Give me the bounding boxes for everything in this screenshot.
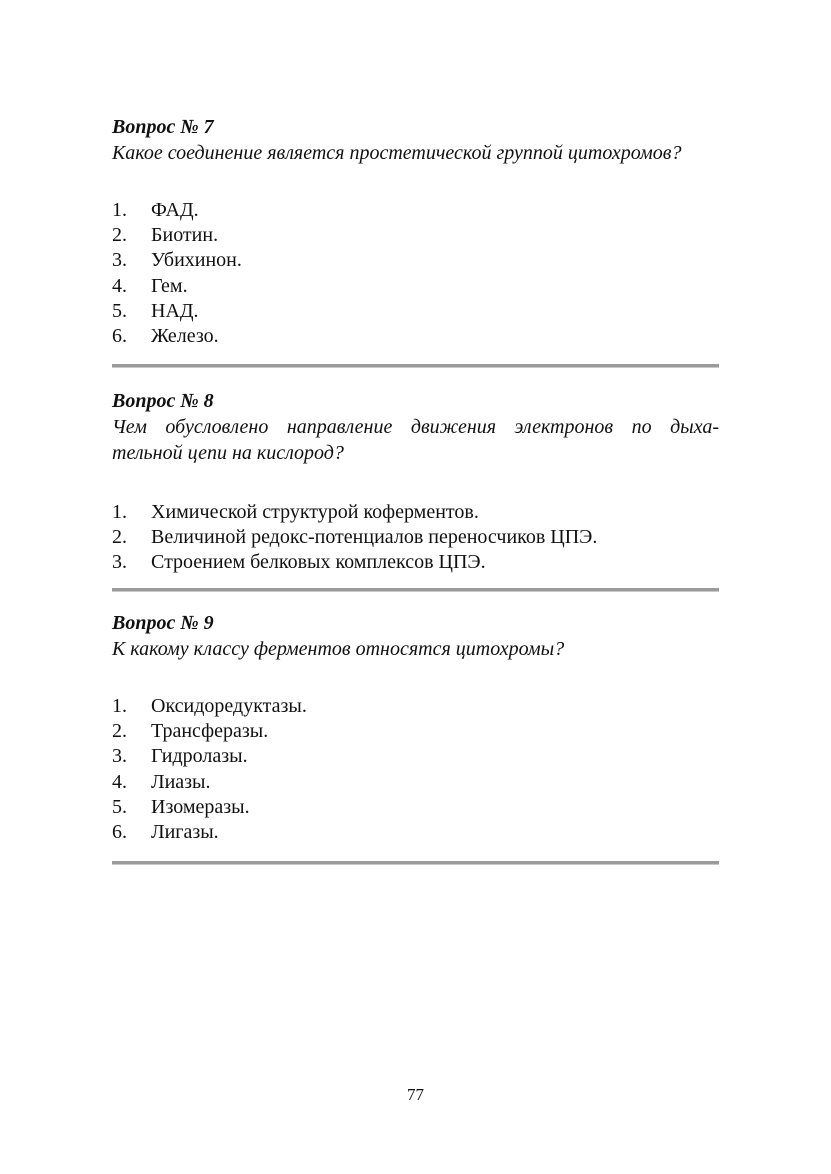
answer-item — [112, 525, 719, 550]
page-number: 77 — [407, 1085, 424, 1104]
answer-text: Гем. — [151, 274, 188, 297]
answer-text: Строением белковых комплексов ЦПЭ. — [151, 551, 486, 574]
answer-item — [112, 694, 719, 719]
answer-text: Гидролазы. — [151, 745, 248, 768]
answer-item — [112, 744, 719, 769]
question-7 — [112, 114, 719, 349]
answer-item — [112, 770, 719, 795]
answer-list — [112, 500, 719, 576]
question-title: Вопрос № 9 — [112, 612, 214, 634]
answer-text: ФАД. — [151, 199, 199, 221]
answer-item — [112, 795, 719, 820]
answer-item — [112, 223, 719, 248]
answer-text: Трансферазы. — [151, 720, 269, 743]
answer-number: 3. — [112, 551, 127, 574]
answer-number: 2. — [112, 224, 127, 247]
answer-text: Лигазы. — [151, 821, 219, 844]
answer-text: Химической структурой коферментов. — [151, 501, 479, 523]
answer-number: 3. — [112, 745, 127, 768]
question-8 — [112, 388, 719, 576]
question-title: Вопрос № 7 — [112, 116, 214, 138]
answer-number: 1. — [112, 695, 127, 717]
answer-text: Величиной редокс-потенциалов переносчиков ЦПЭ. — [151, 526, 598, 549]
answer-item — [112, 820, 719, 845]
answer-item — [112, 500, 719, 525]
section-divider — [112, 861, 719, 865]
answer-item — [112, 324, 719, 349]
answer-text: Убихинон. — [151, 249, 242, 272]
answer-number: 2. — [112, 526, 127, 549]
answer-text: Железо. — [151, 325, 219, 348]
answer-number: 1. — [112, 199, 127, 221]
answer-number: 2. — [112, 720, 127, 743]
answer-number: 4. — [112, 274, 127, 297]
answer-text: Биотин. — [151, 224, 219, 247]
answer-number: 5. — [112, 795, 127, 818]
answer-list — [112, 694, 719, 845]
answer-text: НАД. — [151, 299, 199, 322]
question-text: Какое соединение является простетической группой цитохромов? — [112, 142, 682, 164]
question-9 — [112, 610, 719, 845]
answer-item — [112, 719, 719, 744]
answer-item — [112, 274, 719, 299]
answer-number: 6. — [112, 325, 127, 348]
answer-text: Изомеразы. — [151, 795, 250, 818]
answer-list — [112, 198, 719, 349]
answer-number: 6. — [112, 821, 127, 844]
answer-number: 3. — [112, 249, 127, 272]
question-text: К какому классу ферментов относятся цитохромы? — [112, 638, 565, 660]
section-divider — [112, 588, 719, 592]
answer-item — [112, 248, 719, 273]
question-text — [112, 414, 719, 466]
question-text-line: тельной цепи на кислород? — [112, 442, 344, 464]
answer-item — [112, 299, 719, 324]
question-text-line: Чем обусловлено направление движения электронов по дыха- — [112, 416, 719, 438]
answer-text: Лиазы. — [151, 770, 211, 793]
question-title: Вопрос № 8 — [112, 390, 214, 412]
section-divider — [112, 364, 719, 368]
answer-number: 1. — [112, 501, 127, 523]
answer-number: 4. — [112, 770, 127, 793]
answer-number: 5. — [112, 299, 127, 322]
answer-item — [112, 198, 719, 223]
answer-text: Оксидоредуктазы. — [151, 695, 307, 717]
answer-item — [112, 550, 719, 575]
